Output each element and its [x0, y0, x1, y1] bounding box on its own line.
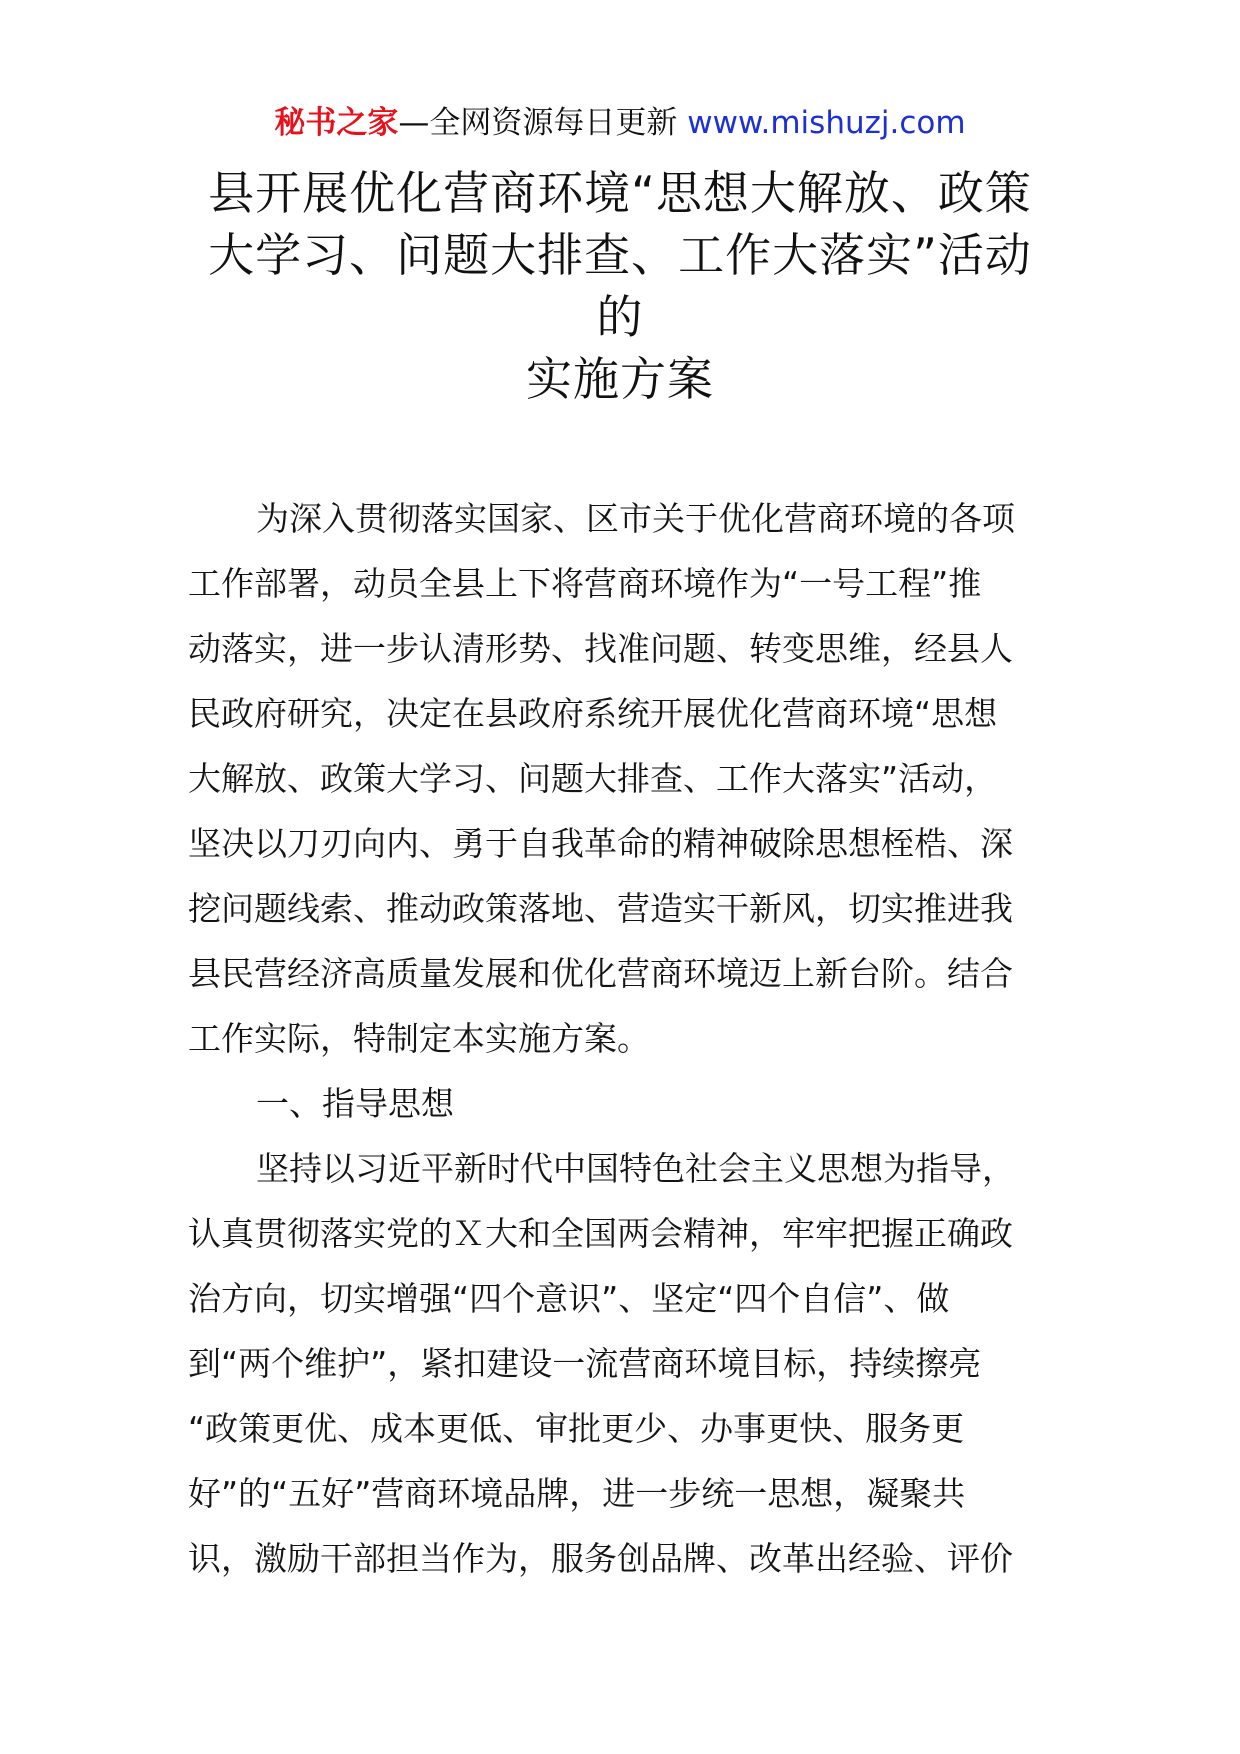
document-title	[190, 162, 1050, 410]
site-banner	[0, 100, 1240, 146]
paragraph-line: 大解放、政策大学习、问题大排查、工作大落实”活动，	[188, 759, 998, 798]
paragraph-line: 好”的“五好”营商环境品牌，进一步统一思想，凝聚共	[188, 1474, 966, 1513]
title-line: 县开展优化营商环境“思想大解放、政策	[208, 166, 1032, 220]
document-body	[188, 486, 1052, 1591]
title-line: 的	[596, 290, 644, 344]
paragraph-line: 到“两个维护”，紧扣建设一流营商环境目标，持续擦亮	[188, 1344, 982, 1383]
paragraph-line: “政策更优、成本更低、审批更少、办事更快、服务更	[188, 1409, 965, 1448]
paragraph-line: 民政府研究，决定在县政府系统开展优化营商环境“思想	[188, 694, 998, 733]
banner-tagline: —全网资源每日更新	[398, 105, 678, 141]
paragraph-line: 治方向，切实增强“四个意识”、坚定“四个自信”、做	[188, 1279, 950, 1318]
paragraph-line: 为深入贯彻落实国家、区市关于优化营商环境的各项	[256, 499, 1015, 538]
section-heading: 一、指导思想	[256, 1084, 454, 1123]
paragraph-line: 县民营经济高质量发展和优化营商环境迈上新台阶。结合	[188, 954, 1013, 993]
title-line: 实施方案	[526, 352, 714, 406]
paragraph-line: 识，激励干部担当作为，服务创品牌、改革出经验、评价	[188, 1539, 1013, 1578]
paragraph-line: 工作部署，动员全县上下将营商环境作为“一号工程”推	[188, 564, 982, 603]
paragraph-line: 工作实际，特制定本实施方案。	[188, 1019, 650, 1058]
paragraph-line: 认真贯彻落实党的Ｘ大和全国两会精神，牢牢把握正确政	[188, 1214, 1013, 1253]
brand-name: 秘书之家	[274, 105, 399, 141]
paragraph-line: 挖问题线索、推动政策落地、营造实干新风，切实推进我	[188, 889, 1013, 928]
paragraph-line: 坚决以刀刃向内、勇于自我革命的精神破除思想桎梏、深	[188, 824, 1013, 863]
paragraph-line: 坚持以习近平新时代中国特色社会主义思想为指导，	[256, 1149, 1015, 1188]
title-line: 大学习、问题大排查、工作大落实”活动	[208, 228, 1032, 282]
site-url-link[interactable]: www.mishuzj.com	[687, 105, 966, 141]
paragraph-line: 动落实，进一步认清形势、找准问题、转变思维，经县人	[188, 629, 1013, 668]
